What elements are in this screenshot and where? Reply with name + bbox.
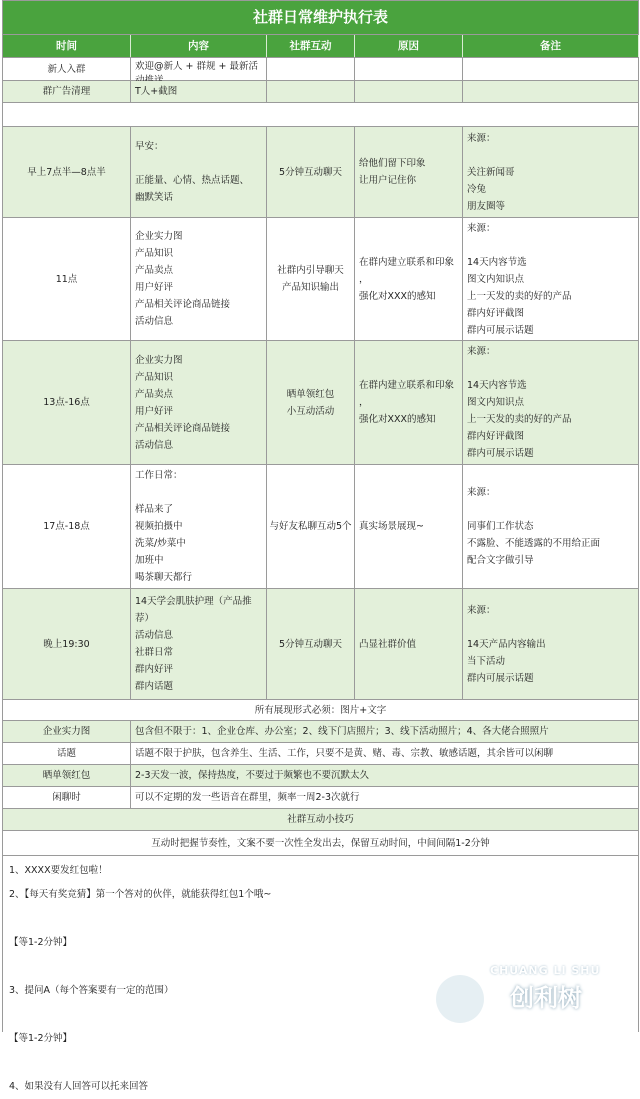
content-cell: 14天学会肌肤护理（产品推 荐） 活动信息 社群日常 群内好评 群内话题: [131, 589, 267, 699]
tip-line: [9, 907, 632, 931]
header-reason: 原因: [355, 35, 463, 57]
tip-line: [9, 1051, 632, 1075]
time-cell: 群广告清理: [3, 81, 131, 102]
watermark-logo-icon: [436, 975, 484, 1023]
rule-row: [3, 765, 639, 787]
rule-text: 话题不限于护肤，包含养生、生活、工作，只要不是黄、赌、毒、宗教、敏感话题，其余皆可以闲聊: [131, 743, 639, 764]
interaction-cell: 与好友私聊互动5个: [267, 465, 355, 588]
content-cell: 工作日常： 样品来了 视频拍摄中 洗菜/炒菜中 加班中 喝茶聊天都行: [131, 465, 267, 588]
watermark-brand: CHUANG LI SHU: [490, 964, 601, 977]
row-13-16: [3, 341, 639, 465]
note-cell: 来源： 同事们工作状态 不露脸、不能透露的不用给正面 配合文字做引导: [463, 465, 639, 588]
time-cell: 早上7点半—8点半: [3, 127, 131, 217]
time-cell: 新人入群: [3, 58, 131, 80]
time-cell: 17点-18点: [3, 465, 131, 588]
interaction-cell: 5分钟互动聊天: [267, 589, 355, 699]
rule-label: 话题: [3, 743, 131, 764]
reason-cell: 凸显社群价值: [355, 589, 463, 699]
rule-row: [3, 787, 639, 809]
header-note: 备注: [463, 35, 639, 57]
interaction-cell: 晒单领红包 小互动活动: [267, 341, 355, 464]
spacer-row: [3, 103, 639, 127]
interaction-cell: 社群内引导聊天 产品知识输出: [267, 218, 355, 340]
rule-text: 2-3天发一波，保持热度，不要过于频繁也不要沉默太久: [131, 765, 639, 786]
rule-text: 包含但不限于：1、企业仓库、办公室；2、线下门店照片；3、线下活动照片；4、各大佬合照照片: [131, 721, 639, 742]
tips-title-row: [3, 809, 639, 831]
time-cell: 晚上19:30: [3, 589, 131, 699]
row-17-18: [3, 465, 639, 589]
watermark-mark: 创利树: [510, 984, 582, 1012]
reason-cell: 在群内建立联系和印象 ， 强化对XXX的感知: [355, 341, 463, 464]
row-11: [3, 218, 639, 341]
rule-text: 可以不定期的发一些语音在群里，频率一周2-3次就行: [131, 787, 639, 808]
reason-cell: 在群内建立联系和印象 ， 强化对XXX的感知: [355, 218, 463, 340]
content-cell: 企业实力图 产品知识 产品卖点 用户好评 产品相关评论商品链接 活动信息: [131, 341, 267, 464]
row-ads: [3, 81, 639, 103]
content-cell: 早安： 正能量、心情、热点话题、 幽默笑话: [131, 127, 267, 217]
interaction-cell: 5分钟互动聊天: [267, 127, 355, 217]
tips-summary: 互动时把握节奏性，文案不要一次性全发出去，保留互动时间，中间间隔1-2分钟: [3, 831, 639, 855]
tip-line: 1、XXXX要发红包啦！: [9, 865, 108, 876]
tip-line: 【等1-2分钟】: [9, 937, 73, 948]
rule-label: 闲聊时: [3, 787, 131, 808]
content-cell: T人+截图: [131, 81, 267, 102]
note-cell: 来源： 14天内容节选 图文内知识点 上一天发的卖的好的产品 群内好评截图 群内可展示话题: [463, 218, 639, 340]
tip-line: 3、提问A（每个答案要有一定的范围）: [9, 985, 174, 996]
note-cell: 来源： 14天产品内容输出 当下活动 群内可展示话题: [463, 589, 639, 699]
header-content: 内容: [131, 35, 267, 57]
tips-summary-row: [3, 831, 639, 856]
time-cell: 11点: [3, 218, 131, 340]
note-cell: 来源： 14天内容节选 图文内知识点 上一天发的卖的好的产品 群内好评截图 群内可展示话题: [463, 341, 639, 464]
note-cell: 来源： 关注新闻哥 冷兔 朋友圈等: [463, 127, 639, 217]
header-interaction: 社群互动: [267, 35, 355, 57]
reason-cell: 给他们留下印象 让用户记住你: [355, 127, 463, 217]
tips-title: 社群互动小技巧: [3, 809, 639, 830]
row-1930: [3, 589, 639, 700]
time-cell: 13点-16点: [3, 341, 131, 464]
row-join: [3, 58, 639, 81]
rule-row: [3, 721, 639, 743]
rule-label: 企业实力图: [3, 721, 131, 742]
reason-cell: 真实场景展现~: [355, 465, 463, 588]
rule-row: [3, 743, 639, 765]
content-cell: 欢迎@新人 + 群规 + 最新活: [131, 58, 267, 80]
tip-line: 2、【每天有奖竞猜】第一个答对的伙伴，就能获得红包1个哦~: [9, 889, 272, 900]
tip-line: 【等1-2分钟】: [9, 1033, 73, 1044]
header-time: 时间: [3, 35, 131, 57]
row-morning: [3, 127, 639, 218]
table-title: 社群日常维护执行表: [3, 0, 639, 35]
content-cell: 企业实力图 产品知识 产品卖点 用户好评 产品相关评论商品链接 活动信息: [131, 218, 267, 340]
display-note: 所有展现形式必须：图片+文字: [3, 700, 639, 720]
tip-line: 4、如果没有人回答可以托来回答: [9, 1081, 149, 1092]
schedule-table: [2, 0, 639, 1092]
display-note-row: [3, 700, 639, 721]
rule-label: 晒单领红包: [3, 765, 131, 786]
header-row: [3, 35, 639, 58]
